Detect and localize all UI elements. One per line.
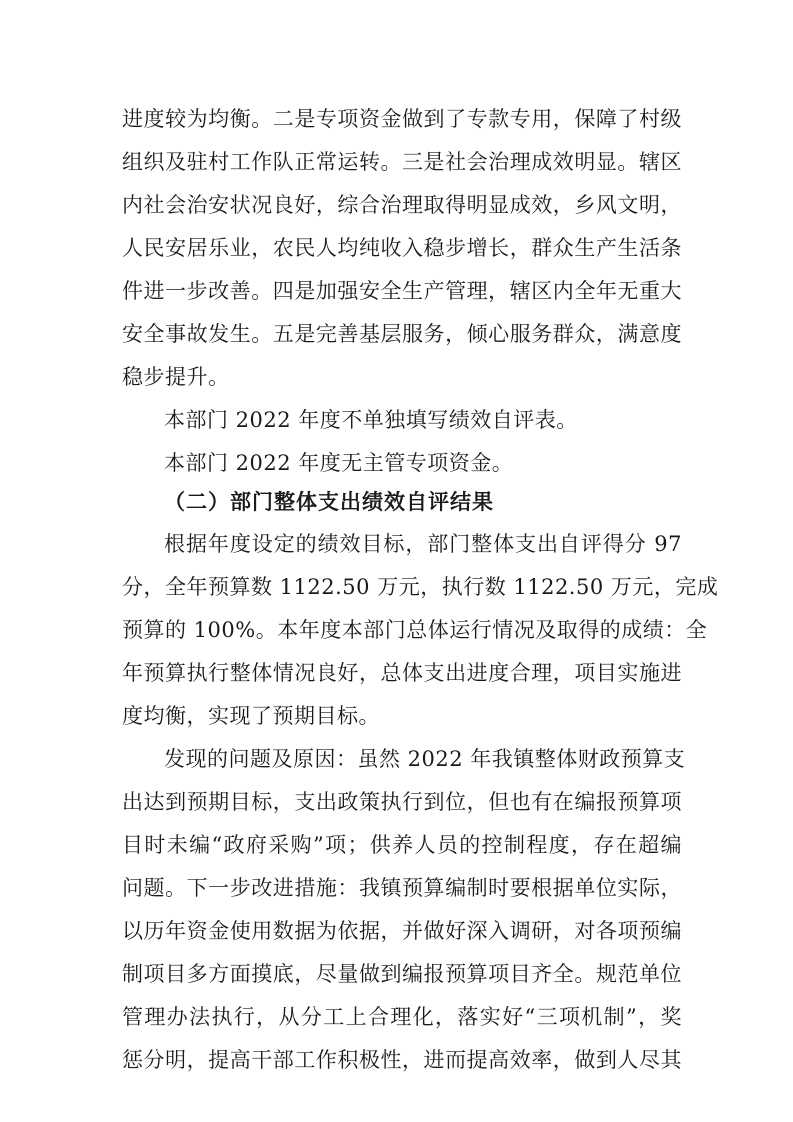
paragraph-line: 分，全年预算数 1122.50 万元，执行数 1122.50 万元，完成 xyxy=(122,575,719,599)
section-heading: （二）部门整体支出绩效自评结果 xyxy=(164,490,494,514)
paragraph-line: 发现的问题及原因：虽然 2022 年我镇整体财政预算支 xyxy=(164,747,686,771)
paragraph-line: 组织及驻村工作队正常运转。三是社会治理成效明显。辖区 xyxy=(122,150,682,174)
paragraph-line: 度均衡，实现了预期目标。 xyxy=(122,704,380,728)
paragraph-line: 本部门 2022 年度不单独填写绩效自评表。 xyxy=(164,408,578,432)
paragraph-line: 管理办法执行，从分工上合理化，落实好“三项机制”，奖 xyxy=(122,1005,682,1029)
paragraph-line: 预算的 100%。本年度本部门总体运行情况及取得的成绩：全 xyxy=(122,618,708,642)
paragraph-line: 根据年度设定的绩效目标，部门整体支出自评得分 97 xyxy=(164,532,682,556)
paragraph-line: 问题。下一步改进措施：我镇预算编制时要根据单位实际， xyxy=(122,876,682,900)
paragraph-line: 年预算执行整体情况良好，总体支出进度合理，项目实施进 xyxy=(122,661,682,685)
paragraph-line: 目时未编“政府采购”项；供养人员的控制程度，存在超编 xyxy=(122,833,682,857)
paragraph-line: 制项目多方面摸底，尽量做到编报预算项目齐全。规范单位 xyxy=(122,962,682,986)
paragraph-line: 内社会治安状况良好，综合治理取得明显成效，乡风文明， xyxy=(122,193,682,217)
paragraph-line: 惩分明，提高干部工作积极性，进而提高效率，做到人尽其 xyxy=(122,1048,682,1072)
paragraph-line: 出达到预期目标，支出政策执行到位，但也有在编报预算项 xyxy=(122,790,682,814)
paragraph-line: 安全事故发生。五是完善基层服务，倾心服务群众，满意度 xyxy=(122,322,682,346)
paragraph-line: 以历年资金使用数据为依据，并做好深入调研，对各项预编 xyxy=(122,919,682,943)
paragraph-line: 件进一步改善。四是加强安全生产管理，辖区内全年无重大 xyxy=(122,279,682,303)
paragraph-line: 人民安居乐业，农民人均纯收入稳步增长，群众生产生活条 xyxy=(122,236,682,260)
paragraph-line: 本部门 2022 年度无主管专项资金。 xyxy=(164,451,514,475)
paragraph-line: 稳步提升。 xyxy=(122,365,230,389)
paragraph-line: 进度较为均衡。二是专项资金做到了专款专用，保障了村级 xyxy=(122,107,682,131)
